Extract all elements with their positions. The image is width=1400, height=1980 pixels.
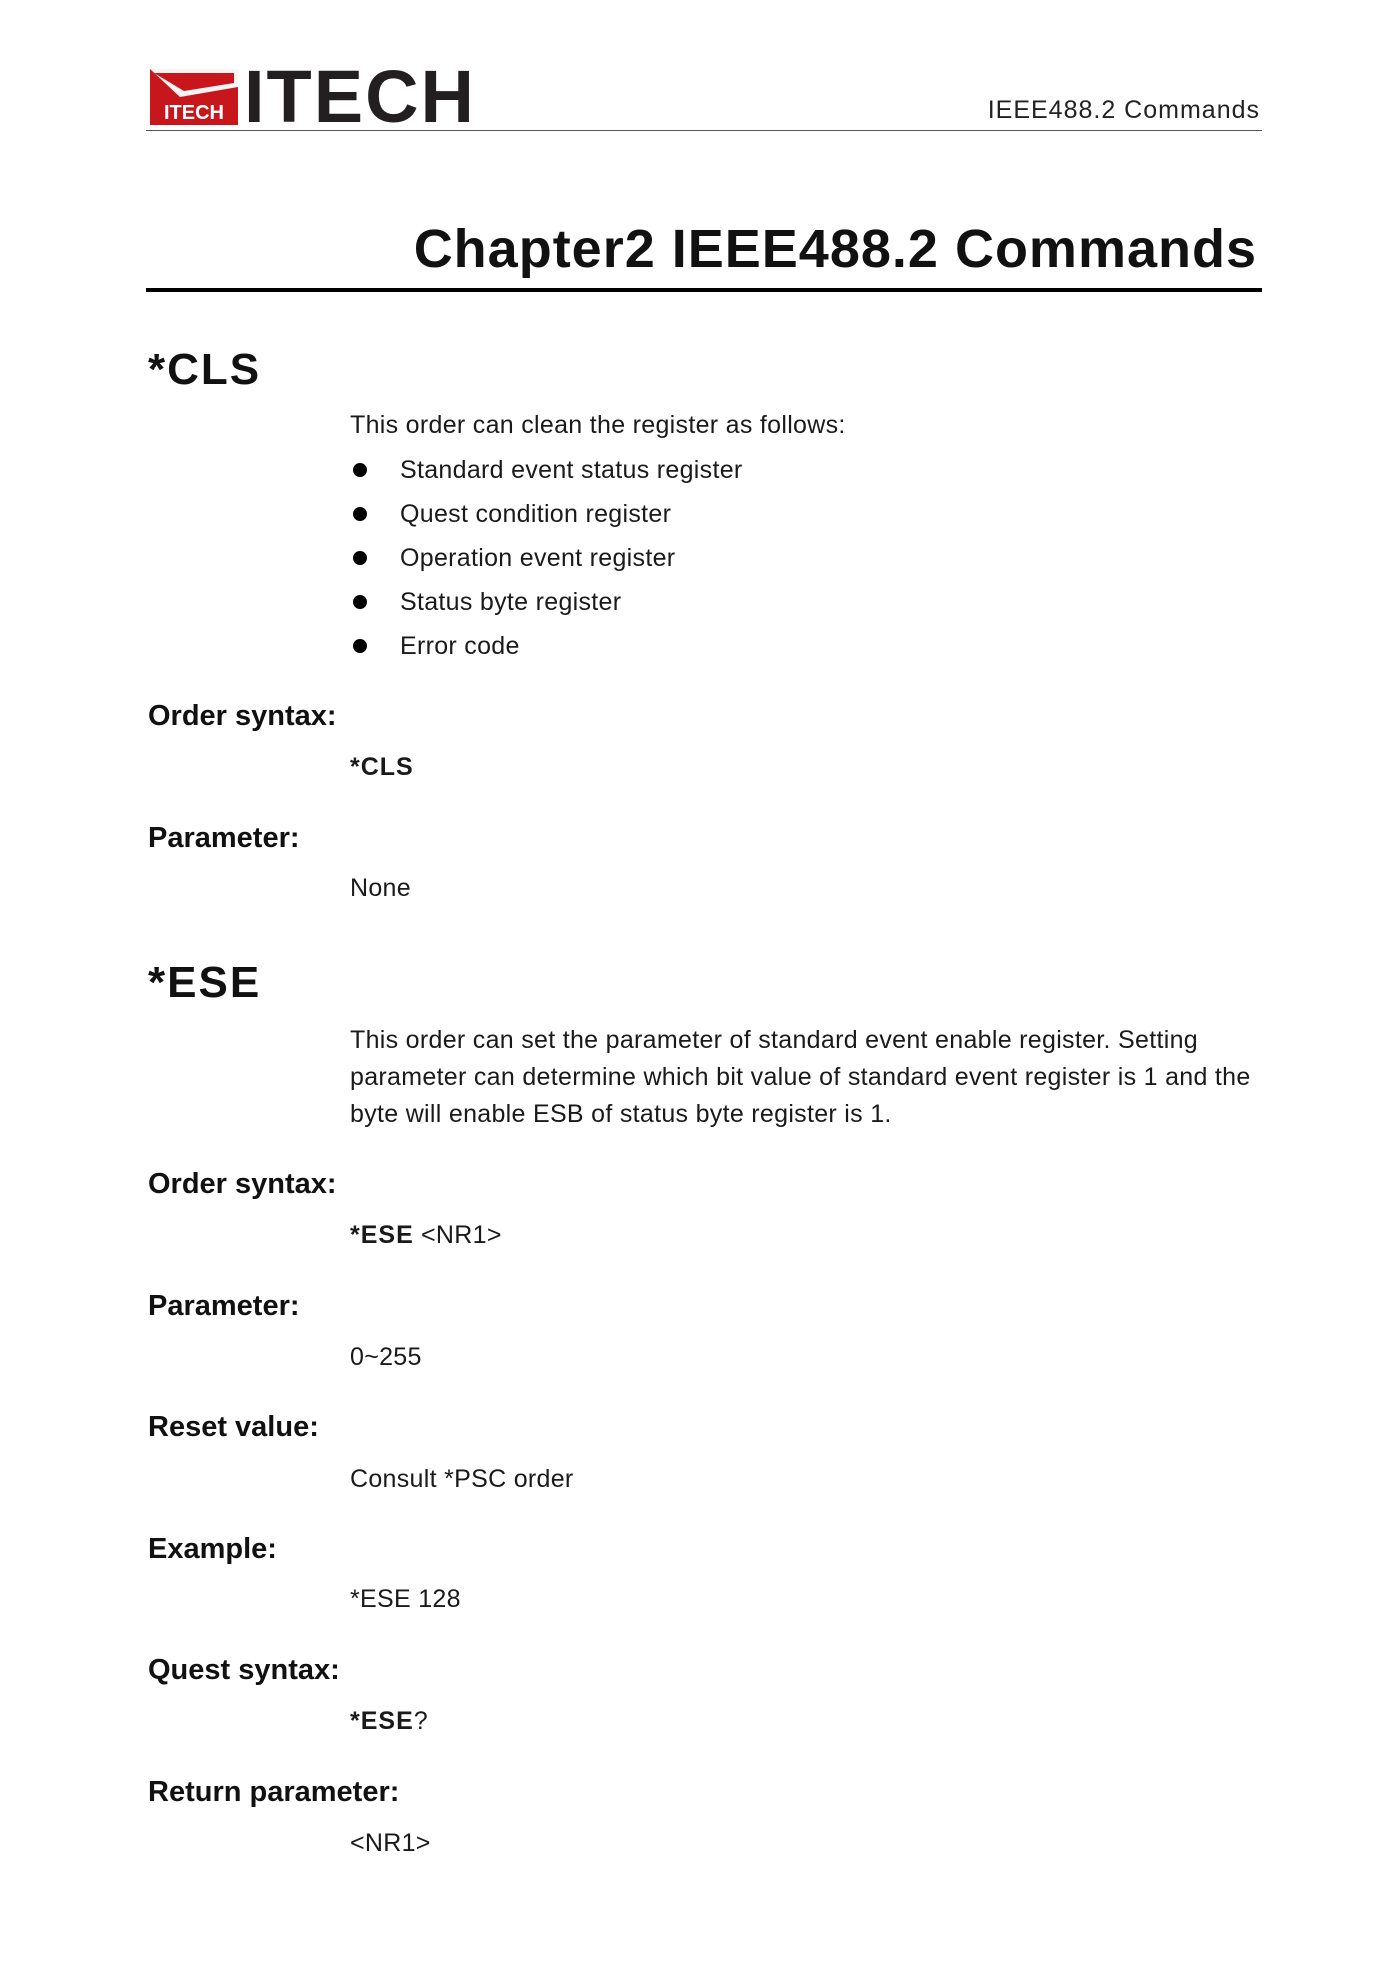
ese-quest-syntax (350, 1703, 1262, 1740)
list-item: Quest condition register (350, 492, 743, 536)
ese-command: *ESE (350, 1221, 414, 1249)
bullet-icon (353, 507, 367, 521)
cls-order-syntax: *CLS (350, 753, 414, 781)
ese-return-value: <NR1> (350, 1829, 431, 1857)
ese-example-value: *ESE 128 (350, 1585, 461, 1613)
cls-parameter-label: Parameter: (148, 822, 300, 854)
ese-description-line: byte will enable ESB of status byte register is 1. (350, 1100, 892, 1128)
logo-wordmark: ITECH (244, 55, 476, 138)
itech-logo-mark-icon (150, 69, 238, 125)
cls-register-list (350, 448, 743, 668)
chapter-divider (146, 288, 1262, 292)
bullet-icon (353, 463, 367, 477)
ese-parameter-value: 0~255 (350, 1343, 422, 1371)
ese-return-parameter-label: Return parameter: (148, 1776, 400, 1808)
ese-description (350, 1022, 1262, 1133)
bullet-icon (353, 639, 367, 653)
svg-text:ITECH: ITECH (164, 102, 224, 124)
bullet-icon (353, 551, 367, 565)
ese-description-line: parameter can determine which bit value of standard event register is 1 and the (350, 1063, 1251, 1091)
ese-parameter-label: Parameter: (148, 1290, 300, 1322)
cls-heading: *CLS (148, 345, 262, 394)
list-item: Error code (350, 624, 743, 668)
ese-quest-syntax-label: Quest syntax: (148, 1654, 340, 1686)
cls-parameter-value: None (350, 874, 411, 902)
ese-order-syntax (350, 1217, 1262, 1254)
running-header-title: IEEE488.2 Commands (987, 96, 1260, 124)
ese-reset-value: Consult *PSC order (350, 1465, 574, 1493)
chapter-title: Chapter2 IEEE488.2 Commands (413, 219, 1257, 279)
ese-order-syntax-label: Order syntax: (148, 1168, 337, 1200)
ese-argument: <NR1> (413, 1221, 502, 1249)
bullet-icon (353, 595, 367, 609)
ese-heading: *ESE (148, 958, 262, 1007)
ese-description-line: This order can set the parameter of standard event enable register. Setting (350, 1026, 1198, 1054)
list-item: Operation event register (350, 536, 743, 580)
ese-quest-mark: ? (413, 1707, 428, 1735)
header-divider (146, 130, 1262, 131)
list-item: Standard event status register (350, 448, 743, 492)
ese-example-label: Example: (148, 1533, 277, 1565)
ese-quest-command: *ESE (350, 1707, 414, 1735)
ese-reset-label: Reset value: (148, 1411, 319, 1443)
cls-intro: This order can clean the register as follows: (350, 411, 846, 439)
cls-order-syntax-label: Order syntax: (148, 700, 337, 732)
itech-logo (150, 55, 476, 138)
list-item: Status byte register (350, 580, 743, 624)
